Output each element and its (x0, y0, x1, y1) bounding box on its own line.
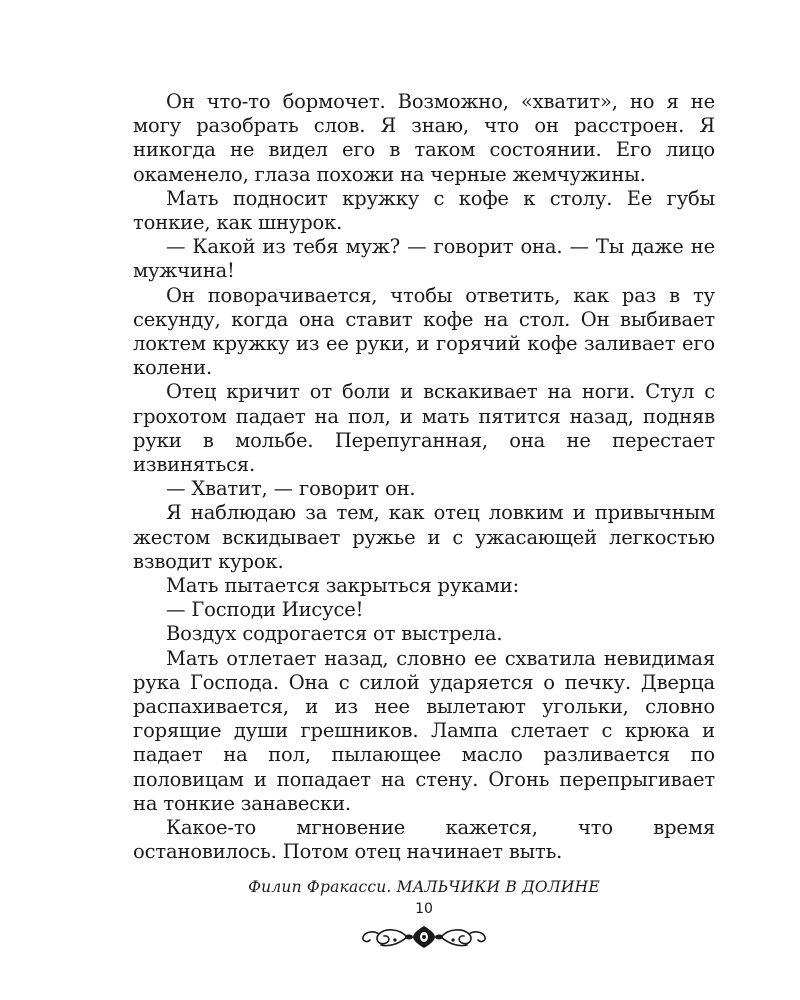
paragraph: Какое-то мгновение кажется, что время остановилось. Потом отец начинает выть. (133, 816, 715, 864)
body-text (133, 90, 715, 865)
flourish-ornament-icon (359, 920, 489, 954)
paragraph: Мать отлетает назад, словно ее схватила невидимая рука Господа. Она с силой ударяется о печку. Дверца распахивается, и из нее вылетают угольки, словно горящие души грешников. Лампа слетает с крюка и падает на пол, пылающее масло разливается по половицам и попадает на стену. Огонь перепрыгивает на тонкие занавески. (133, 646, 715, 815)
paragraph: Отец кричит от боли и вскакивает на ноги. Стул с грохотом падает на пол, и мать пятится назад, подняв руки в мольбе. Перепуганная, она не перестает извиняться. (133, 380, 715, 477)
paragraph: — Хватит, — говорит он. (166, 477, 416, 501)
paragraph: Я наблюдаю за тем, как отец ловким и привычным жестом вскидывает ружье и с ужасающей легкостью взводит курок. (133, 501, 715, 573)
running-title: Филип Фракасси. МАЛЬЧИКИ В ДОЛИНЕ (248, 878, 600, 896)
paragraph: Воздух содрогается от выстрела. (166, 622, 503, 646)
page-number: 10 (415, 901, 433, 917)
paragraph: — Господи Иисусе! (166, 598, 364, 622)
page-footer (133, 876, 715, 954)
paragraph: — Какой из тебя муж? — говорит она. — Ты даже не мужчина! (133, 235, 715, 283)
paragraph: Мать пытается закрыться руками: (166, 574, 520, 598)
paragraph: Мать подносит кружку с кофе к столу. Ее губы тонкие, как шнурок. (133, 186, 715, 235)
paragraph: Он поворачивается, чтобы ответить, как раз в ту секунду, когда она ставит кофе на стол. Он выбивает локтем кружку из ее руки, и горячий кофе заливает его колени. (133, 283, 715, 380)
page-body (133, 90, 715, 865)
paragraph: Он что-то бормочет. Возможно, «хватит», но я не могу разобрать слов. Я знаю, что он расстроен. Я никогда не видел его в таком состоянии. Его лицо окаменело, глаза похожи на черные жемчужины. (133, 90, 715, 186)
